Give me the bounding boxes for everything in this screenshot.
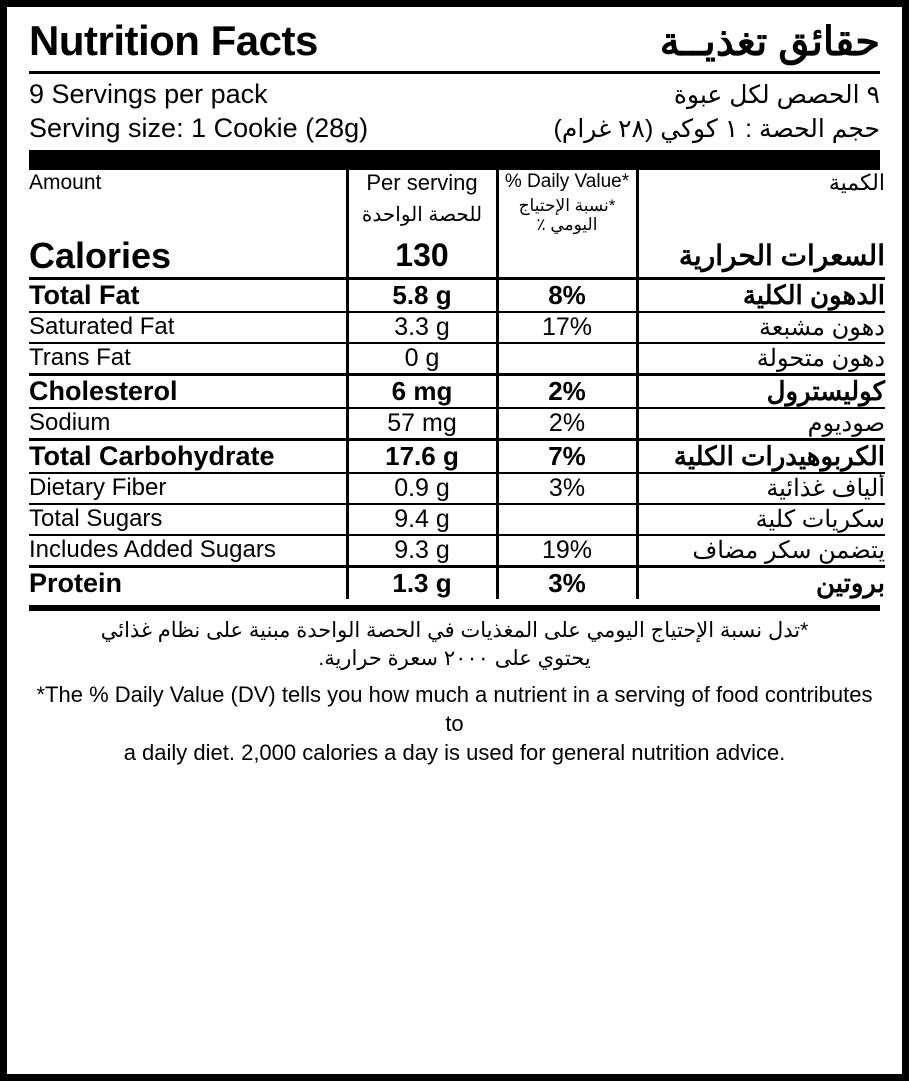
table-row (29, 504, 885, 535)
serving-size-row (29, 112, 880, 146)
row-label-ar: الدهون الكلية (637, 278, 885, 312)
row-label-ar: بروتين (637, 566, 885, 599)
table-header-row-ar (29, 196, 885, 235)
table-header-row (29, 170, 885, 196)
row-label-en: Trans Fat (29, 343, 347, 375)
header-daily-value-ar: *نسبة الإحتياج اليومي ٪ (497, 196, 637, 235)
row-label-ar: كوليسترول (637, 374, 885, 408)
row-daily-value: 2% (497, 408, 637, 440)
page-title-en: Nutrition Facts (29, 17, 318, 64)
calories-value: 130 (347, 235, 497, 279)
footnote-en-line2: a daily diet. 2,000 calories a day is used for general nutrition advice. (123, 739, 786, 765)
row-label-ar: صوديوم (637, 408, 885, 440)
page-title-ar: حقائق تغذيــة (659, 20, 880, 65)
row-label-ar: سكريات كلية (637, 504, 885, 535)
row-label-en: Includes Added Sugars (29, 535, 347, 567)
footnote-ar-line2: يحتوي على ٢٠٠٠ سعرة حرارية. (318, 647, 591, 671)
row-daily-value: 3% (497, 473, 637, 504)
table-row (29, 312, 885, 343)
servings-per-pack-ar: ٩ الحصص لكل عبوة (673, 81, 880, 110)
divider-above-footnotes (29, 605, 880, 611)
header-titles (29, 19, 880, 63)
row-daily-value: 2% (497, 374, 637, 408)
divider-under-title (29, 71, 880, 74)
table-row (29, 408, 885, 440)
header-daily-value-en: % Daily Value* (497, 170, 637, 196)
header-per-serving-ar: للحصة الواحدة (347, 196, 497, 235)
row-daily-value: 19% (497, 535, 637, 567)
row-amount: 5.8 g (347, 278, 497, 312)
footnote-ar (29, 617, 880, 674)
row-daily-value: 7% (497, 439, 637, 473)
row-amount: 57 mg (347, 408, 497, 440)
row-label-en: Protein (29, 566, 347, 599)
header-amount-en: Amount (29, 170, 102, 194)
row-daily-value: 17% (497, 312, 637, 343)
row-daily-value (497, 504, 637, 535)
row-amount: 3.3 g (347, 312, 497, 343)
row-label-ar: دهون متحولة (637, 343, 885, 375)
row-amount: 0 g (347, 343, 497, 375)
row-daily-value (497, 343, 637, 375)
footnote-en (29, 681, 880, 767)
divider-thick-top (29, 150, 880, 170)
row-amount: 6 mg (347, 374, 497, 408)
header-amount-ar: الكمية (637, 170, 885, 196)
row-amount: 9.3 g (347, 535, 497, 567)
calories-label-ar: السعرات الحرارية (637, 235, 885, 279)
table-row (29, 439, 885, 473)
serving-size-en: Serving size: 1 Cookie (28g) (29, 112, 369, 143)
table-row (29, 473, 885, 504)
row-label-en: Dietary Fiber (29, 473, 347, 504)
table-row (29, 278, 885, 312)
row-daily-value: 3% (497, 566, 637, 599)
table-row (29, 374, 885, 408)
row-label-ar: دهون مشبعة (637, 312, 885, 343)
row-label-en: Total Sugars (29, 504, 347, 535)
row-label-ar: يتضمن سكر مضاف (637, 535, 885, 567)
table-row (29, 535, 885, 567)
row-label-en: Sodium (29, 408, 347, 440)
servings-per-pack-en: 9 Servings per pack (29, 79, 268, 110)
table-row (29, 566, 885, 599)
row-label-ar: ألياف غذائية (637, 473, 885, 504)
servings-row (29, 78, 880, 112)
serving-size-ar: حجم الحصة : ١ كوكي (٢٨ غرام) (553, 114, 880, 143)
bottom-spacer (29, 767, 880, 1068)
header-per-serving-en: Per serving (347, 170, 497, 196)
row-label-en: Total Fat (29, 278, 347, 312)
header-spacer (29, 196, 347, 235)
row-label-en: Cholesterol (29, 374, 347, 408)
row-amount: 9.4 g (347, 504, 497, 535)
footnote-ar-line1: *تدل نسبة الإحتياج اليومي على المغذيات في الحصة الواحدة مبنية على نظام غذائي (100, 618, 809, 642)
row-label-en: Saturated Fat (29, 312, 347, 343)
calories-dv-empty (497, 235, 637, 279)
row-amount: 0.9 g (347, 473, 497, 504)
footnote-en-line1: *The % Daily Value (DV) tells you how much a nutrient in a serving of food contributes to (36, 682, 873, 736)
row-label-ar: الكربوهيدرات الكلية (637, 439, 885, 473)
table-row (29, 343, 885, 375)
row-label-en: Total Carbohydrate (29, 439, 347, 473)
row-daily-value: 8% (497, 278, 637, 312)
calories-row (29, 235, 885, 279)
calories-label-en: Calories (29, 234, 172, 276)
header-spacer-ar (637, 196, 885, 235)
nutrition-table (29, 170, 885, 599)
row-amount: 1.3 g (347, 566, 497, 599)
row-amount: 17.6 g (347, 439, 497, 473)
